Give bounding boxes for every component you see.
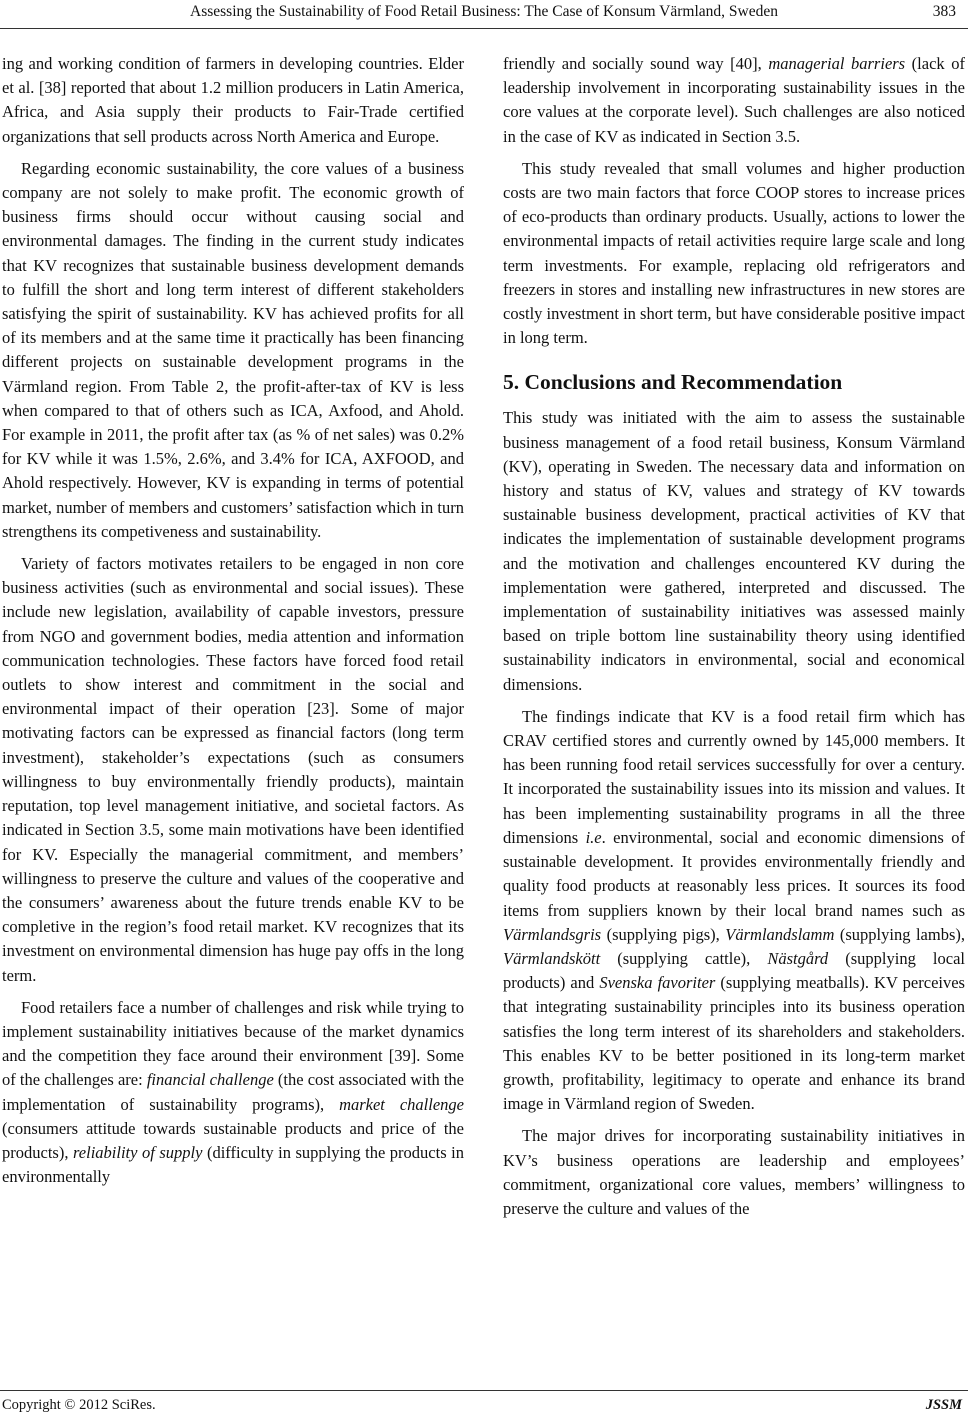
left-p4-text-2: (the cost associated with the implementation of sustainability programs), — [2, 1070, 465, 1114]
running-title: Assessing the Sustainability of Food Retail Business: The Case of Konsum Värmland, Sweden — [190, 3, 778, 20]
right-p4-text-6: (supplying local products) and — [503, 948, 965, 993]
right-p1-em-1: managerial barriers — [768, 54, 906, 73]
left-paragraph-3 — [2, 552, 464, 988]
right-p4-text-2: . environmental, social and economic dimensions of sustainable development. It provides environmentally friendly and quality food products at reasonably less prices. It sources its food items from suppliers known by their local brand names such as — [503, 827, 965, 920]
right-p4-text-1: The findings indicate that KV is a food retail firm which has CRAV certified stores and currently owned by 145,000 members. It has been running food retail services successfully for over a century. It incorporated the sustainability issues into its mission and values. It has been implementing sustainability programs in all the three dimensions — [503, 706, 965, 847]
right-column — [503, 52, 965, 1221]
left-p4-text-1: Food retailers face a number of challenges and risk while trying to implement sustainability initiatives because of the market dynamics and the competition they face around their environment [39]. Some of the challenges are: — [2, 997, 464, 1090]
left-p1-text: ing and working condition of farmers in developing countries. Elder et al. [38] reported that about 1.2 million producers in Latin America, Africa, and Asia supply their products to Fair-Trade certified organizations that sell products across North America and Europe. — [2, 54, 464, 146]
page-number: 383 — [932, 3, 956, 20]
left-paragraph-2 — [2, 157, 464, 544]
right-p4-em-4: Nästgård — [767, 948, 829, 968]
right-p4-em-1: Värmlandsgris — [503, 924, 602, 944]
right-paragraph-1 — [503, 52, 965, 149]
right-p4-em-2: Värmlandslamm — [725, 924, 835, 944]
right-p4-em-ie: i.e — [585, 827, 602, 847]
right-p4-em-3: Värmlandskött — [503, 948, 601, 968]
left-p4-em-1: financial challenge — [146, 1070, 274, 1090]
left-p3-text: Variety of factors motivates retailers to be engaged in non core business activities (such as environmental and social issues). These include new legislation, availability of capable investors, pressure from NGO and government bodies, media attention and information communication technologies. These factors have forced food retail outlets to show interest and commitment in the social and environmental impact of their operation [23]. Some of major motivating factors can be expressed as financial factors (long term investment), stakeholder’s expectations (such as consumers willingness to buy environmentally friendly products), maintain reputation, top level management initiative, and societal factors. As indicated in Section 3.5, some main motivations have been identified for KV. Especially the managerial commitment, and members’ willingness to preserve the culture and values of the cooperative and the consumers’ awareness about the future trends enable KV to be completive in the region’s food retail market. KV recognizes that its investment on environmental dimension has huge pay offs in the long term. — [2, 554, 464, 985]
right-p2-text: This study revealed that small volumes and higher production costs are two main factors that force COOP stores to increase prices of eco-products than ordinary products. Usually, actions to lower the environmental impacts of retail activities require large scale and long term investments. For example, replacing old refrigerators and freezers in stores and installing new infrastructures in new stores are costly investment in short term, but have considerable positive impact in long term. — [503, 158, 965, 348]
right-paragraph-3 — [503, 406, 965, 696]
copyright-notice: Copyright © 2012 SciRes. — [2, 1397, 156, 1413]
section-heading: 5. Conclusions and Recommendation — [503, 370, 843, 395]
left-paragraph-4 — [2, 996, 464, 1190]
left-paragraph-1 — [2, 52, 464, 149]
right-p4-text-7: (supplying meatballs). KV perceives that integrating sustainability principles into its business operation satisfies the long term interest of its shareholders and stakeholders. This enables KV to be better positioned in its long-term market growth, profitability, legitimacy to operate and enhance its brand image in Värmland region of Sweden. — [503, 973, 965, 1114]
right-p4-text-5: (supplying cattle), — [600, 948, 768, 968]
right-p5-text: The major drives for incorporating sustainability initiatives in KV’s business operations are leadership and employees’ commitment, organizational core values, members’ willingness to preserve the culture and values of the — [503, 1126, 965, 1218]
page-footer — [0, 1390, 968, 1416]
running-header — [0, 0, 968, 30]
left-p4-text-4: (difficulty in supplying the products in environmentally — [2, 1142, 464, 1187]
left-p4-text-3: (consumers attitude towards sustainable products and price of the products), — [2, 1118, 464, 1162]
right-paragraph-2 — [503, 157, 965, 351]
left-p2-text: Regarding economic sustainability, the core values of a business company are not solely to make profit. The economic growth of business firms should occur without causing social and environmental damages. The finding in the current study indicates that KV recognizes that sustainable business development demands to fulfill the short and long term interest of different stakeholders satisfying the spirit of sustainability. KV has achieved profits for all of its members and at the same time it practically has been financing different projects on sustainable development programs in the Värmland region. From Table 2, the profit-after-tax of KV is less when compared to that of others such as ICA, Axfood, and Ahold. For example in 2011, the profit after tax (as % of net sales) was 0.2% for KV while it was 1.5%, 2.6%, and 3.4% for ICA, AXFOOD, and Ahold respectively. However, KV is expanding in terms of potential market, number of members and customers’ satisfaction which in turn strengthens its competiveness and sustainability. — [2, 158, 464, 541]
right-paragraph-4 — [503, 705, 965, 1116]
right-p1-text-2: (lack of leadership involvement in incorporating sustainability issues in the core values at the corporate level). Such challenges are also noticed in the case of KV as indicated in Section 3.5. — [503, 54, 965, 146]
right-p4-text-3: (supplying pigs), — [601, 924, 726, 944]
journal-abbreviation: JSSM — [925, 1397, 962, 1413]
header-rule — [0, 28, 968, 29]
right-p3-text: This study was initiated with the aim to assess the sustainable business management of a food retail business, Konsum Värmland (KV), operating in Sweden. The necessary data and information on history and status of KV, values and strategy of KV towards sustainable business development, practical activities of KV that indicates the implementation of sustainable development programs and the motivation and challenges encountered KV during the implementation were gathered, interpreted and discussed. The implementation of sustainability initiatives was assessed mainly based on triple bottom line sustainability theory using identified sustainability indicators in environmental, social and economical dimensions. — [503, 408, 965, 694]
right-paragraph-5 — [503, 1124, 965, 1221]
right-p1-text-1: friendly and socially sound way [40], — [503, 54, 769, 73]
left-column — [2, 52, 464, 1189]
right-p4-em-5: Svenska favoriter — [599, 973, 716, 993]
right-p4-text-4: (supplying lambs), — [834, 924, 965, 944]
left-p4-em-3: reliability of supply — [72, 1142, 203, 1162]
footer-rule — [0, 1390, 968, 1391]
left-p4-em-2: market challenge — [339, 1094, 464, 1114]
